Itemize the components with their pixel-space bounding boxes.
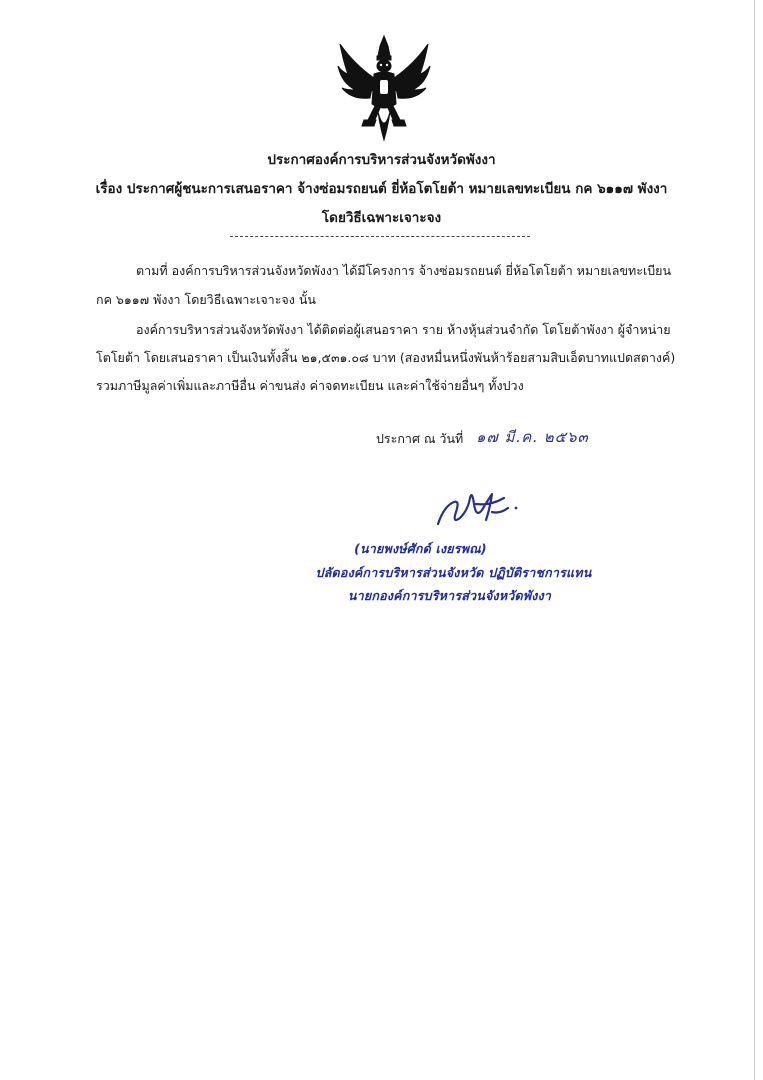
heading-subject: เรื่อง ประกาศผู้ชนะการเสนอราคา จ้างซ่อมรถยนต์ ยี่ห้อโตโยต้า หมายเลขทะเบียน กค ๖๑๑๗ พังงา	[95, 181, 668, 197]
handwritten-signature-icon	[430, 484, 530, 532]
signer-title-2: นายกองค์การบริหารส่วนจังหวัดพังงา	[347, 588, 552, 603]
paragraph1-line2: กค ๖๑๑๗ พังงา โดยวิธีเฉพาะเจาะจง นั้น	[96, 292, 316, 307]
heading-org: ประกาศองค์การบริหารส่วนจังหวัดพังงา	[267, 152, 496, 168]
paragraph1-line1: ตามที่ องค์การบริหารส่วนจังหวัดพังงา ได้มีโครงการ จ้างซ่อมรถยนต์ ยี่ห้อโตโยต้า หมายเลขทะเบียน	[136, 263, 672, 278]
paragraph2-line3: รวมภาษีมูลค่าเพิ่มและภาษีอื่น ค่าขนส่ง ค่าจดทะเบียน และค่าใช้จ่ายอื่นๆ ทั้งปวง	[96, 378, 524, 393]
announce-date: ๑๗ มี.ค. ๒๕๖๓	[476, 428, 589, 446]
signer-name: (นายพงษ์ศักด์ เงยรพณ)	[354, 541, 487, 556]
announce-label: ประกาศ ณ วันที่	[376, 431, 464, 446]
garuda-emblem-icon	[334, 34, 434, 142]
paragraph2-line2: โตโยต้า โดยเสนอราคา เป็นเงินทั้งสิ้น ๒๑,๕๓๑.๐๘ บาท (สองหมื่นหนึ่งพันห้าร้อยสามสิบเอ็ดบาทแปดสตางค์)	[96, 350, 676, 365]
heading-method: โดยวิธีเฉพาะเจาะจง	[321, 210, 442, 226]
separator-line	[230, 236, 530, 237]
signer-title-1: ปลัดองค์การบริหารส่วนจังหวัด ปฏิบัติราชการแทน	[315, 565, 592, 580]
paragraph2-line1: องค์การบริหารส่วนจังหวัดพังงา ได้ติดต่อผู้เสนอราคา ราย ห้างหุ้นส่วนจำกัด โตโยต้าพังงา ผู้จำหน่าย	[136, 322, 671, 337]
